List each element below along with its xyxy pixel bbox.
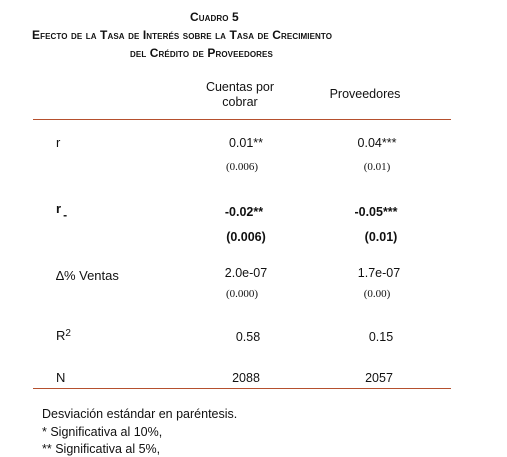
note-significance-10: * Significativa al 10%, <box>42 425 163 439</box>
cell-ventas-cuentas: 2.0e-07 <box>224 266 268 280</box>
cell-rminus-proveedores: -0.05*** <box>354 205 398 219</box>
row-label-r2-base: R <box>56 328 66 343</box>
row-label-r2 <box>56 328 71 343</box>
cell-r-proveedores-se: (0.01) <box>363 161 391 173</box>
cell-n-cuentas: 2088 <box>232 371 260 385</box>
column-header-cuentas-line2: cobrar <box>222 95 258 109</box>
cell-ventas-proveedores: 1.7e-07 <box>357 266 401 280</box>
column-header-proveedores: Proveedores <box>329 87 401 101</box>
row-label-r: r <box>56 135 61 150</box>
bottom-rule <box>33 388 451 389</box>
cell-rminus-cuentas: -0.02** <box>224 205 264 219</box>
cell-rminus-cuentas-se: (0.006) <box>226 230 266 244</box>
cell-ventas-proveedores-se: (0.00) <box>363 288 391 300</box>
row-label-r-minus-base: r <box>56 201 62 216</box>
row-label-ventas: ∆% Ventas <box>56 268 119 283</box>
table-number: Cuadro 5 <box>190 10 239 24</box>
cell-rminus-proveedores-se: (0.01) <box>364 230 398 244</box>
cell-r-cuentas: 0.01** <box>228 136 264 150</box>
cell-r-cuentas-se: (0.006) <box>225 161 259 173</box>
cell-r2-cuentas: 0.58 <box>235 330 261 344</box>
column-header-cuentas-line1: Cuentas por <box>205 80 275 94</box>
header-rule <box>33 119 451 120</box>
row-label-r2-sup: 2 <box>65 328 71 339</box>
cell-r2-proveedores: 0.15 <box>368 330 394 344</box>
row-label-n: N <box>56 370 66 385</box>
note-significance-5: ** Significativa al 5%, <box>42 442 161 456</box>
row-label-r-minus-sub: - <box>63 208 68 222</box>
cell-r-proveedores: 0.04*** <box>357 136 397 150</box>
cell-ventas-cuentas-se: (0.000) <box>225 288 259 300</box>
cell-n-proveedores: 2057 <box>365 371 393 385</box>
row-label-r-minus <box>56 201 68 222</box>
note-std-error: Desviación estándar en paréntesis. <box>42 407 238 421</box>
table-title-line2: del Crédito de Proveedores <box>130 46 273 60</box>
table-title-line1: Efecto de la Tasa de Interés sobre la Tasa de Crecimiento <box>32 28 333 42</box>
